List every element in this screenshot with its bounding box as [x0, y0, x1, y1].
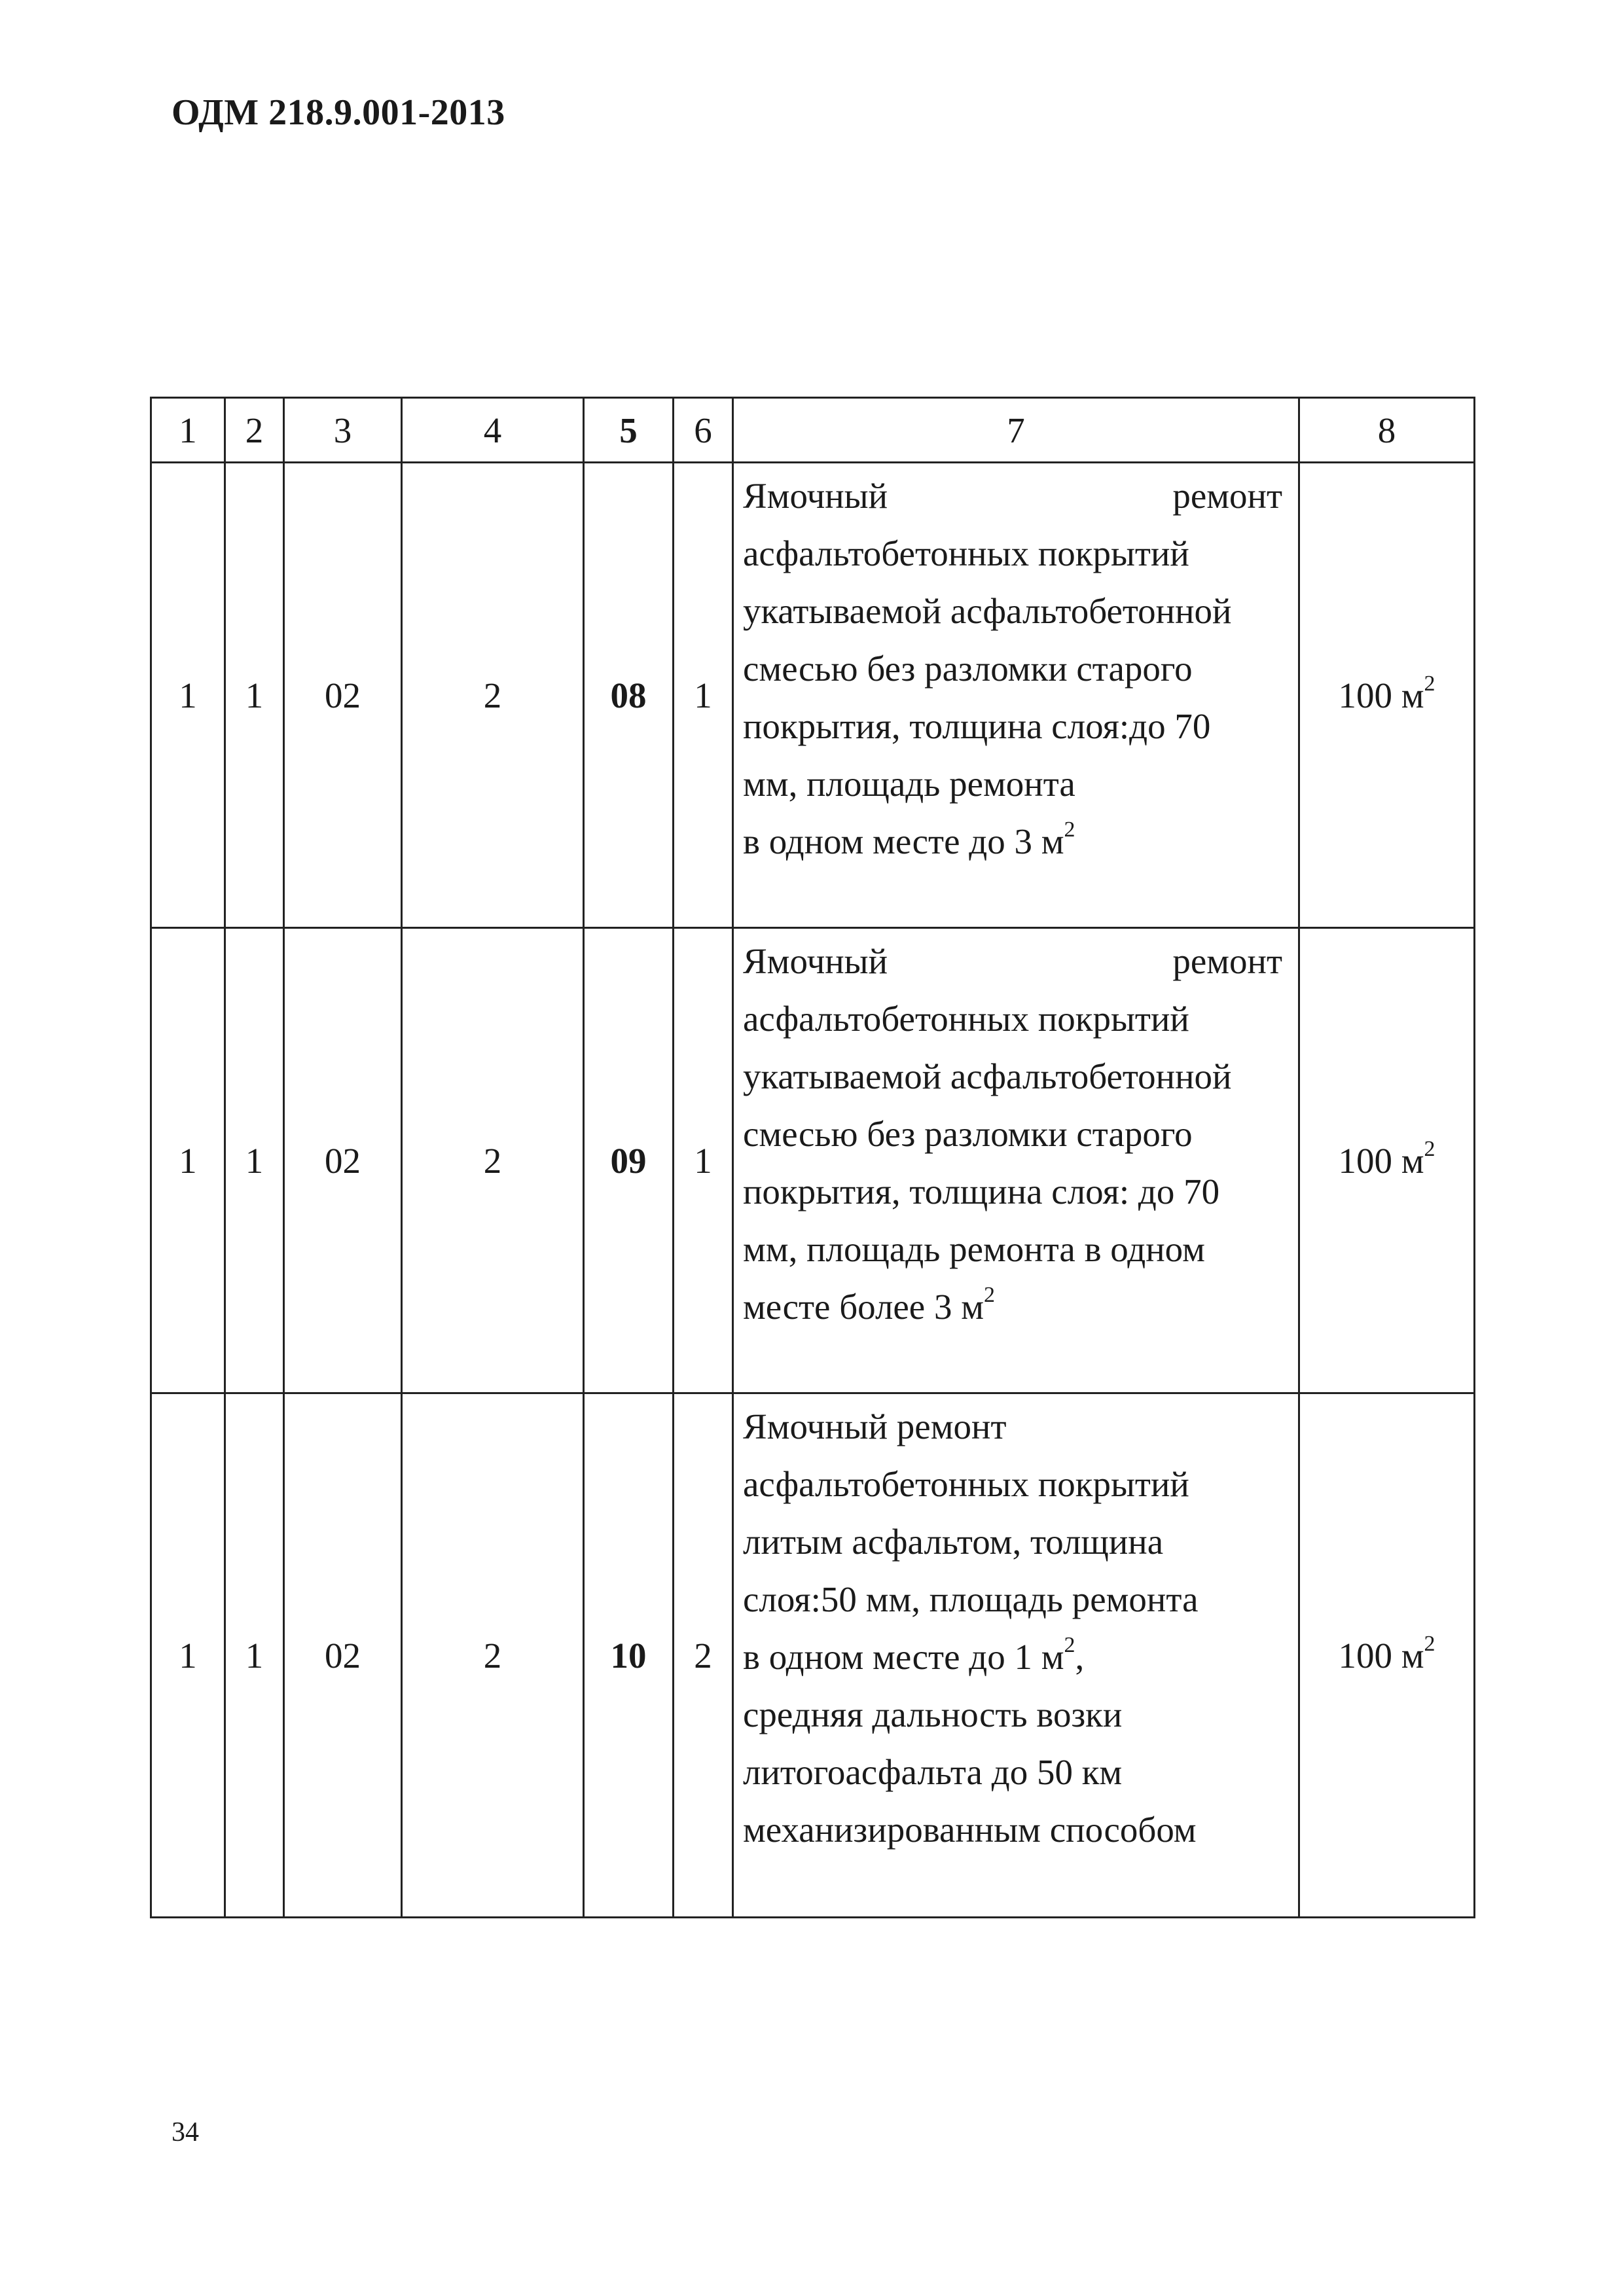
column-header: 8: [1299, 398, 1475, 463]
column-header: 1: [151, 398, 225, 463]
superscript: 2: [1064, 1633, 1075, 1657]
description-line: асфальтобетонных покрытий: [743, 533, 1189, 573]
description-line: средняя дальность возки: [743, 1695, 1123, 1734]
superscript: 2: [1424, 1631, 1435, 1656]
cell-code-5: 08: [584, 463, 674, 928]
description-line: месте более 3 $м^2$: [743, 1283, 996, 1327]
cell-unit: 100 $м^2$: [1299, 928, 1475, 1393]
classification-table: [150, 397, 1475, 1918]
column-header: 4: [402, 398, 584, 463]
cell-code-4: 2: [402, 463, 584, 928]
cell-code-3: 02: [284, 928, 402, 1393]
cell-code-1: 1: [151, 463, 225, 928]
cell-code-6: 1: [674, 463, 733, 928]
description-line: асфальтобетонных покрытий: [743, 1464, 1189, 1504]
description-line: покрытия, толщина слоя:до 70: [743, 706, 1211, 746]
description-line: Ямочный ремонт: [743, 941, 1282, 981]
cell-code-1: 1: [151, 1393, 225, 1918]
description-line: асфальтобетонных покрытий: [743, 999, 1189, 1039]
table-row: [151, 463, 1475, 928]
description-line: Ямочный ремонт: [743, 476, 1282, 516]
description-line: укатываемой асфальтобетонной: [743, 591, 1232, 631]
cell-code-2: 1: [225, 1393, 284, 1918]
description-line: смесью без разломки старого: [743, 649, 1193, 689]
cell-code-2: 1: [225, 463, 284, 928]
description-line: в одном месте до 3 $м^2$: [743, 817, 1075, 861]
description-line: покрытия, толщина слоя: до 70: [743, 1172, 1220, 1211]
superscript: 2: [1424, 1136, 1435, 1161]
description-line: мм, площадь ремонта: [743, 764, 1075, 804]
cell-code-5: 09: [584, 928, 674, 1393]
cell-code-3: 02: [284, 463, 402, 928]
description-line: укатываемой асфальтобетонной: [743, 1056, 1232, 1096]
column-header: 7: [733, 398, 1299, 463]
description-line: Ямочный ремонт: [743, 1407, 1007, 1446]
description-line: слоя:50 мм, площадь ремонта: [743, 1579, 1199, 1619]
description-line: мм, площадь ремонта в одном: [743, 1229, 1205, 1269]
cell-unit: 100 $м^2$: [1299, 1393, 1475, 1918]
document-header: ОДМ 218.9.001-2013: [171, 92, 505, 133]
column-header: 3: [284, 398, 402, 463]
cell-code-4: 2: [402, 928, 584, 1393]
description-line: смесью без разломки старого: [743, 1114, 1193, 1154]
description-line: литогоасфальта до 50 км: [743, 1752, 1123, 1792]
cell-code-6: 2: [674, 1393, 733, 1918]
superscript: 2: [1064, 817, 1075, 842]
table-header-row: [151, 398, 1475, 463]
page-number: 34: [171, 2117, 199, 2147]
column-header: 6: [674, 398, 733, 463]
description-line: механизированным способом: [743, 1810, 1197, 1850]
cell-description: [733, 463, 1299, 928]
column-header: 5: [584, 398, 674, 463]
cell-code-1: 1: [151, 928, 225, 1393]
description-line: в одном месте до 1 $м^2$,: [743, 1633, 1085, 1677]
column-header: 2: [225, 398, 284, 463]
cell-description: [733, 1393, 1299, 1918]
cell-description: [733, 928, 1299, 1393]
cell-unit: 100 $м^2$: [1299, 463, 1475, 928]
cell-code-4: 2: [402, 1393, 584, 1918]
cell-code-5: 10: [584, 1393, 674, 1918]
table-row: [151, 1393, 1475, 1918]
cell-code-2: 1: [225, 928, 284, 1393]
superscript: 2: [984, 1283, 996, 1307]
cell-code-3: 02: [284, 1393, 402, 1918]
superscript: 2: [1424, 671, 1435, 696]
description-line: литым асфальтом, толщина: [743, 1522, 1164, 1562]
cell-code-6: 1: [674, 928, 733, 1393]
table-row: [151, 928, 1475, 1393]
